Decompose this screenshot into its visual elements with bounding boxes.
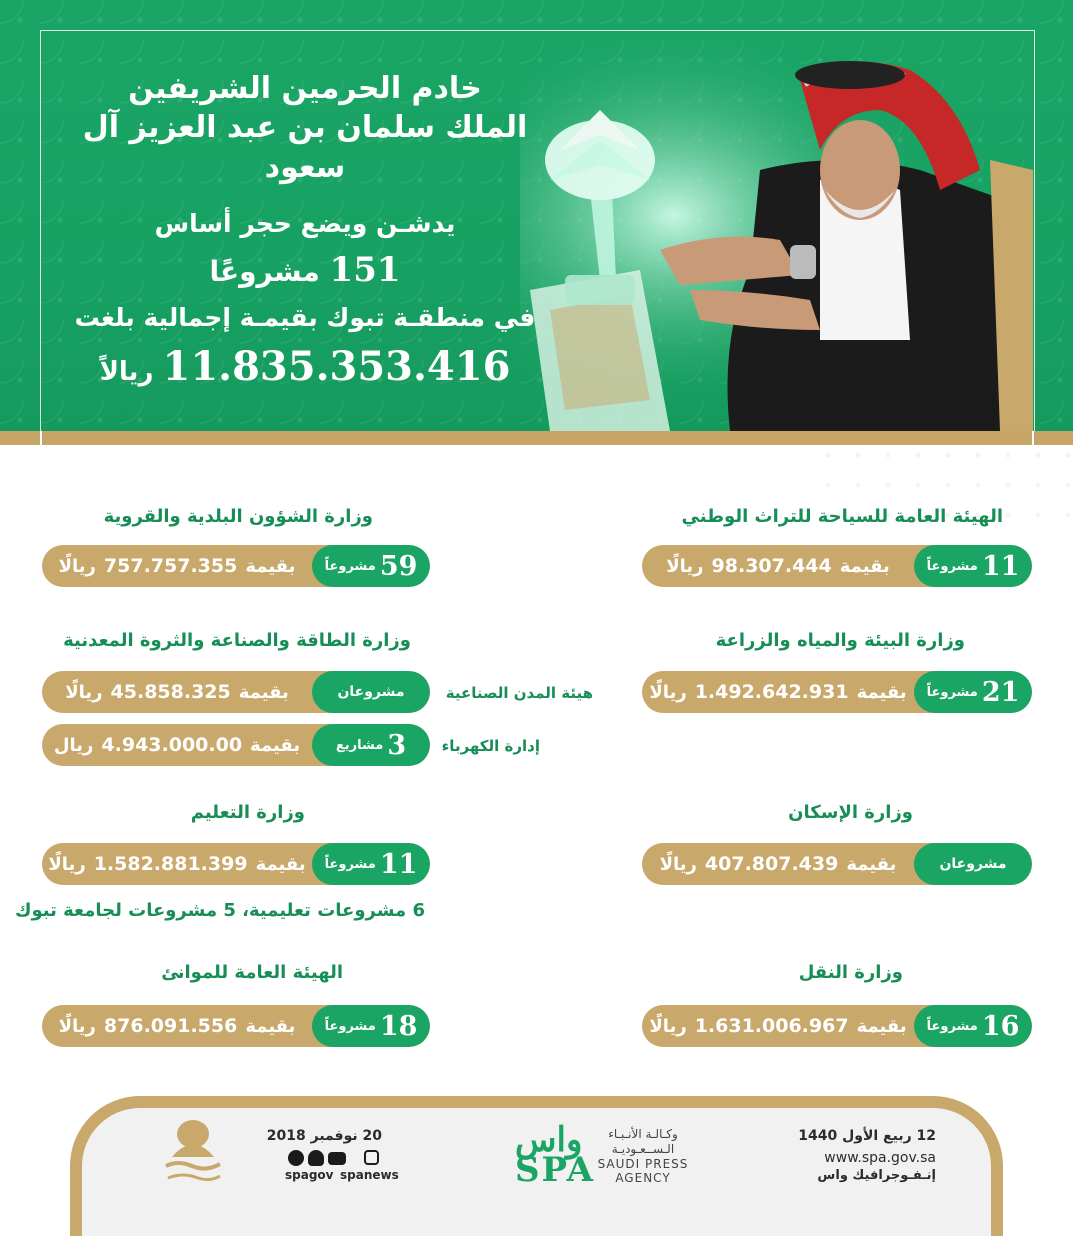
pill-value: [642, 1005, 914, 1047]
value-prefix: بقيمة: [856, 1015, 907, 1037]
pill-count: [914, 671, 1032, 713]
count-value: 16: [981, 1010, 1020, 1042]
value-prefix: بقيمة: [255, 853, 306, 875]
value-prefix: بقيمة: [856, 681, 907, 703]
count-value: 3: [387, 729, 407, 761]
value-amount: 1.492.642.931: [694, 681, 849, 703]
entry-title-energy: وزارة الطاقة والصناعة والثروة المعدنية: [63, 630, 411, 651]
count-unit: مشروعاً: [926, 558, 978, 574]
social-icons: [282, 1150, 382, 1168]
website-link[interactable]: www.spa.gov.sa: [824, 1150, 936, 1166]
count-value: 11: [379, 848, 418, 880]
entry-title-education: وزارة التعليم: [190, 802, 305, 823]
entry-title-municipal: وزارة الشؤون البلدية والقروية: [103, 506, 373, 527]
value-amount: 45.858.325: [110, 681, 231, 703]
visit-king-logo: [158, 1112, 228, 1187]
spa-mark-top: واس: [515, 1120, 583, 1160]
gregorian-date: 20 نوفمبر 2018: [266, 1128, 382, 1144]
pill-value: [642, 843, 914, 885]
label-industrial-cities: هيئة المدن الصناعية: [445, 684, 593, 702]
pill-municipal: [42, 545, 430, 587]
spa-logo: [515, 1120, 690, 1190]
handle-spagov[interactable]: spagov: [285, 1168, 334, 1182]
count-unit: مشروعاً: [324, 558, 376, 574]
spa-mark: [515, 1120, 596, 1190]
count-unit: مشروعان: [337, 684, 405, 700]
count-unit: مشروعاً: [324, 856, 376, 872]
pill-education: [42, 843, 430, 885]
education-note: 6 مشروعات تعليمية، 5 مشروعات لجامعة تبوك: [14, 900, 425, 921]
entry-title-tourism: الهيئة العامة للسياحة للتراث الوطني: [681, 506, 1003, 527]
value-prefix: بقيمة: [238, 681, 289, 703]
pill-energy-industrial: [42, 671, 430, 713]
pill-count: [914, 1005, 1032, 1047]
value-amount: 98.307.444: [711, 555, 832, 577]
value-prefix: بقيمة: [846, 853, 897, 875]
pill-tourism: [642, 545, 1032, 587]
value-currency: ريالًا: [65, 681, 103, 703]
header-subtitle: يدشـن ويضع حجر أساس: [154, 209, 456, 238]
value-amount: 876.091.556: [103, 1015, 238, 1037]
count-unit: مشروعاً: [324, 1018, 376, 1034]
count-value: 21: [981, 676, 1020, 708]
pill-energy-electricity: [42, 724, 430, 766]
infographic-label: إنـفـوجرافيك واس: [817, 1168, 936, 1183]
pill-ports: [42, 1005, 430, 1047]
pill-transport: [642, 1005, 1032, 1047]
pill-count: [312, 1005, 430, 1047]
pill-value: [42, 671, 312, 713]
pill-environment: [642, 671, 1032, 713]
value-amount: 1.582.881.399: [93, 853, 248, 875]
value-prefix: بقيمة: [250, 734, 301, 756]
pill-value: [42, 545, 312, 587]
twitter-icon[interactable]: [288, 1150, 304, 1166]
pill-value: [42, 1005, 312, 1047]
spa-arabic-name: [597, 1127, 689, 1157]
count-unit: مشروعاً: [926, 1018, 978, 1034]
total-currency: ريالاً: [99, 357, 154, 387]
instagram-icon[interactable]: [364, 1150, 379, 1165]
handle-spanews[interactable]: spanews: [340, 1168, 399, 1182]
header-banner: [0, 0, 1073, 432]
value-amount: 4.943.000.00: [101, 734, 243, 756]
youtube-icon[interactable]: [328, 1152, 346, 1165]
value-currency: ريالًا: [649, 1015, 687, 1037]
hijri-date: 12 ربيع الأول 1440: [798, 1128, 936, 1144]
pill-count: [312, 724, 430, 766]
pill-value: [642, 545, 914, 587]
pill-count: [914, 545, 1032, 587]
value-currency: ريالًا: [58, 555, 96, 577]
pill-value: [42, 724, 312, 766]
count-value: 18: [379, 1010, 418, 1042]
value-currency: ريالًا: [48, 853, 86, 875]
value-prefix: بقيمة: [839, 555, 890, 577]
label-electricity: إدارة الكهرباء: [441, 737, 540, 755]
value-prefix: بقيمة: [245, 1015, 296, 1037]
spa-english-name: [597, 1157, 689, 1185]
pill-housing: [642, 843, 1032, 885]
entry-title-environment: وزارة البيئة والمياه والزراعة: [715, 630, 965, 651]
pill-count: [312, 545, 430, 587]
value-currency: ريالًا: [58, 1015, 96, 1037]
spa-ar-line2: الـســعـوديـة: [611, 1142, 675, 1156]
frame-edge-left: [40, 431, 42, 445]
header-title-line1: خادم الحرمين الشريفين: [128, 71, 482, 106]
count-value: 11: [981, 550, 1020, 582]
value-prefix: بقيمة: [245, 555, 296, 577]
count-unit: مشروعان: [939, 856, 1007, 872]
spa-mark-bottom: SPA: [515, 1150, 596, 1190]
entry-title-transport: وزارة النقل: [798, 962, 903, 983]
total-value: 11.835.353.416: [162, 343, 511, 390]
count-value: 59: [379, 550, 418, 582]
spa-en-line2: AGENCY: [615, 1171, 671, 1185]
value-amount: 757.757.355: [103, 555, 238, 577]
value-currency: ريالًا: [666, 555, 704, 577]
count-unit: مشاريع: [335, 737, 384, 753]
value-currency: ريال: [53, 734, 94, 756]
spa-en-line1: SAUDI PRESS: [597, 1157, 689, 1171]
snapchat-icon[interactable]: [308, 1150, 324, 1166]
pill-value: [42, 843, 312, 885]
entry-title-ports: الهيئة العامة للموانئ: [161, 962, 343, 983]
entry-title-housing: وزارة الإسكان: [788, 802, 913, 823]
value-amount: 407.807.439: [704, 853, 839, 875]
spa-ar-line1: وكـالـة الأنـبـاء: [608, 1127, 678, 1141]
header-region-line: في منطقـة تبوك بقيمـة إجمالية بلغت: [74, 303, 536, 332]
pill-count: [312, 671, 430, 713]
count-unit: مشروعاً: [926, 684, 978, 700]
value-amount: 1.631.006.967: [694, 1015, 849, 1037]
projects-count: 151: [329, 250, 401, 290]
header-title-line2: الملك سلمان بن عبد العزيز آل سعود: [82, 110, 528, 185]
value-currency: ريالًا: [659, 853, 697, 875]
pill-count: [312, 843, 430, 885]
projects-word: مشروعًا: [209, 255, 320, 288]
header-frame: [40, 30, 1035, 432]
pill-count: [914, 843, 1032, 885]
value-currency: ريالًا: [649, 681, 687, 703]
pill-value: [642, 671, 914, 713]
